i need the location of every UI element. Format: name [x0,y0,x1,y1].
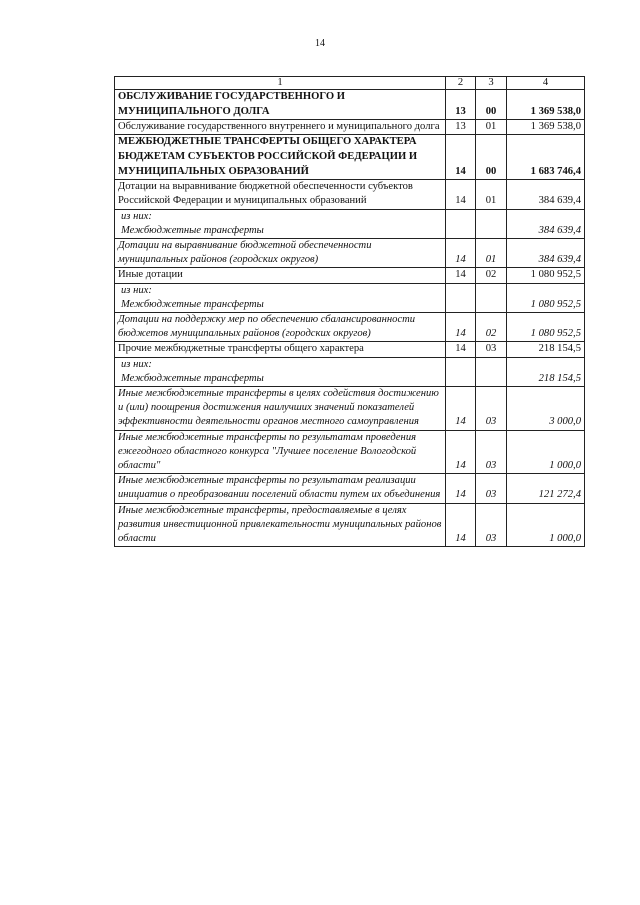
row-name: ОБСЛУЖИВАНИЕ ГОСУДАРСТВЕННОГО И МУНИЦИПАЛЬНОГО ДОЛГА [115,90,446,120]
table-row [115,474,585,503]
row-subsection-code: 00 [476,90,507,120]
row-name: МЕЖБЮДЖЕТНЫЕ ТРАНСФЕРТЫ ОБЩЕГО ХАРАКТЕРА БЮДЖЕТАМ СУБЪЕКТОВ РОССИЙСКОЙ ФЕДЕРАЦИИ И МУНИЦИПАЛЬНЫХ ОБРАЗОВАНИЙ [115,135,446,180]
table-row [115,283,585,312]
row-name: Иные межбюджетные трансферты в целях содействия достижению и (или) поощрения достижения наилучших значений показателей эффективности деятельности органов местного самоуправления [115,387,446,431]
header-col-4: 4 [507,77,585,90]
row-section-code: 14 [446,387,476,431]
row-name: Иные межбюджетные трансферты, предоставляемые в целях развития инвестиционной привлекательности муниципальных районов области [115,503,446,547]
row-amount: 1 683 746,4 [507,135,585,180]
row-subsection-code: 03 [476,503,507,547]
row-name: Дотации на поддержку мер по обеспечению сбалансированности бюджетов муниципальных районов (городских округов) [115,313,446,342]
header-col-2: 2 [446,77,476,90]
row-subname: Межбюджетные трансферты [121,298,264,310]
row-subsection-code: 03 [476,342,507,357]
row-section-code: 14 [446,268,476,283]
row-subsection-code [476,357,507,386]
row-name [115,209,446,238]
row-amount: 121 272,4 [507,474,585,503]
row-name: Иные дотации [115,268,446,283]
row-name: Дотации на выравнивание бюджетной обеспеченности субъектов Российской Федерации и муниципальных образований [115,180,446,209]
row-amount: 384 639,4 [507,209,585,238]
row-section-code: 14 [446,180,476,209]
row-section-code [446,209,476,238]
row-section-code: 14 [446,430,476,474]
row-subsection-code: 03 [476,430,507,474]
header-col-3: 3 [476,77,507,90]
row-subsection-code [476,209,507,238]
row-name: Иные межбюджетные трансферты по результатам реализации инициатив о преобразовании поселений области путем их объединения [115,474,446,503]
row-section-code: 14 [446,342,476,357]
table-row [115,268,585,283]
budget-table [114,76,585,547]
row-name [115,357,446,386]
row-subheading: из них: [121,284,152,296]
table-row [115,387,585,431]
table-row [115,120,585,135]
row-section-code: 14 [446,474,476,503]
header-col-1: 1 [115,77,446,90]
row-name: Иные межбюджетные трансферты по результатам проведения ежегодного областного конкурса "Лучшее поселение Вологодской области" [115,430,446,474]
page-number: 14 [315,38,325,49]
row-amount: 1 369 538,0 [507,120,585,135]
row-name: Обслуживание государственного внутреннего и муниципального долга [115,120,446,135]
table-row [115,238,585,267]
row-amount: 384 639,4 [507,238,585,267]
table-header-row [115,77,585,90]
table-row [115,180,585,209]
row-name: Дотации на выравнивание бюджетной обеспеченности муниципальных районов (городских округов) [115,238,446,267]
row-amount: 1 080 952,5 [507,268,585,283]
row-subname: Межбюджетные трансферты [121,372,264,384]
table-row [115,503,585,547]
row-subsection-code: 02 [476,268,507,283]
row-section-code [446,283,476,312]
row-amount: 1 369 538,0 [507,90,585,120]
table-row [115,90,585,120]
row-subsection-code: 03 [476,387,507,431]
row-subheading: из них: [121,358,152,370]
row-name [115,283,446,312]
row-section-code: 14 [446,238,476,267]
row-amount: 3 000,0 [507,387,585,431]
row-section-code: 14 [446,313,476,342]
row-amount: 1 000,0 [507,503,585,547]
row-amount: 1 000,0 [507,430,585,474]
row-subsection-code: 01 [476,120,507,135]
row-subsection-code: 03 [476,474,507,503]
row-subname: Межбюджетные трансферты [121,224,264,236]
table-row [115,430,585,474]
row-subsection-code [476,283,507,312]
row-subsection-code: 02 [476,313,507,342]
row-amount: 218 154,5 [507,342,585,357]
table-row [115,313,585,342]
row-section-code [446,357,476,386]
row-section-code: 13 [446,90,476,120]
row-amount: 1 080 952,5 [507,283,585,312]
row-amount: 218 154,5 [507,357,585,386]
row-subsection-code: 01 [476,180,507,209]
row-name: Прочие межбюджетные трансферты общего характера [115,342,446,357]
table-row [115,135,585,180]
table-row [115,357,585,386]
table-row [115,342,585,357]
row-amount: 384 639,4 [507,180,585,209]
row-amount: 1 080 952,5 [507,313,585,342]
row-section-code: 13 [446,120,476,135]
row-subsection-code: 00 [476,135,507,180]
row-section-code: 14 [446,135,476,180]
table-row [115,209,585,238]
row-section-code: 14 [446,503,476,547]
row-subheading: из них: [121,210,152,222]
row-subsection-code: 01 [476,238,507,267]
